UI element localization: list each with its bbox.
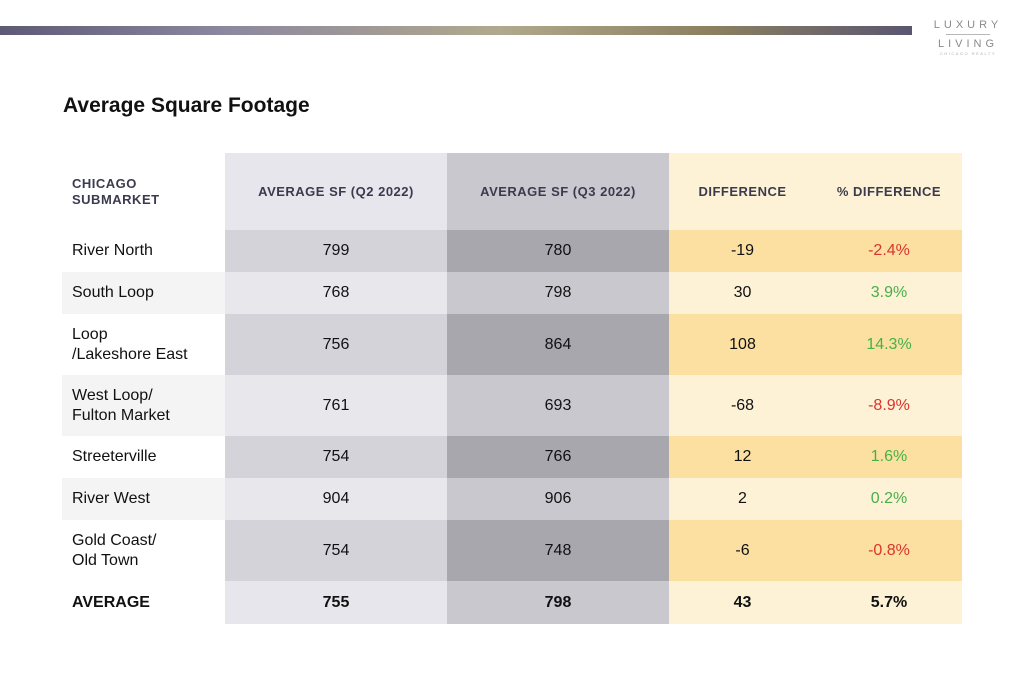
cell-pct-difference: 14.3% bbox=[816, 314, 962, 375]
cell-difference: -68 bbox=[669, 375, 816, 436]
table-row bbox=[62, 478, 962, 520]
brand-line-2: LIVING bbox=[937, 38, 999, 50]
header-difference: DIFFERENCE bbox=[669, 153, 816, 230]
cell-difference: 30 bbox=[669, 272, 816, 314]
header-submarket bbox=[62, 153, 225, 230]
header-q2: AVERAGE SF (Q2 2022) bbox=[225, 153, 447, 230]
cell-average-pct: 5.7% bbox=[816, 581, 962, 624]
cell-q2-sf: 904 bbox=[225, 478, 447, 520]
cell-submarket: River North bbox=[62, 230, 225, 272]
brand-divider bbox=[946, 34, 990, 35]
table-row bbox=[62, 520, 962, 581]
header-accent-bar bbox=[0, 26, 912, 35]
cell-q2-sf: 761 bbox=[225, 375, 447, 436]
cell-pct-difference: -0.8% bbox=[816, 520, 962, 581]
cell-pct-difference: 1.6% bbox=[816, 436, 962, 478]
table-row bbox=[62, 375, 962, 436]
table-header-row bbox=[62, 153, 962, 230]
cell-difference: 12 bbox=[669, 436, 816, 478]
cell-q3-sf: 864 bbox=[447, 314, 669, 375]
cell-submarket: South Loop bbox=[62, 272, 225, 314]
cell-pct-difference: 0.2% bbox=[816, 478, 962, 520]
brand-line-1: LUXURY bbox=[933, 19, 1003, 31]
cell-pct-difference: -2.4% bbox=[816, 230, 962, 272]
cell-q3-sf: 748 bbox=[447, 520, 669, 581]
cell-pct-difference: 3.9% bbox=[816, 272, 962, 314]
cell-average-label: AVERAGE bbox=[62, 581, 225, 624]
cell-submarket: Gold Coast/ Old Town bbox=[62, 520, 225, 581]
cell-q2-sf: 754 bbox=[225, 436, 447, 478]
cell-difference: 108 bbox=[669, 314, 816, 375]
cell-difference: 2 bbox=[669, 478, 816, 520]
cell-q3-sf: 766 bbox=[447, 436, 669, 478]
page-title: Average Square Footage bbox=[63, 94, 310, 117]
header-q3: AVERAGE SF (Q3 2022) bbox=[447, 153, 669, 230]
header-pct-difference: % DIFFERENCE bbox=[816, 153, 962, 230]
square-footage-table bbox=[62, 153, 962, 624]
cell-q2-sf: 768 bbox=[225, 272, 447, 314]
cell-average-q2: 755 bbox=[225, 581, 447, 624]
header-submarket-label: CHICAGO SUBMARKET bbox=[72, 175, 160, 207]
cell-q2-sf: 799 bbox=[225, 230, 447, 272]
table-row bbox=[62, 314, 962, 375]
cell-difference: -19 bbox=[669, 230, 816, 272]
cell-average-difference: 43 bbox=[669, 581, 816, 624]
brand-line-3: CHICAGO REALTY bbox=[939, 51, 997, 56]
cell-submarket: Loop /Lakeshore East bbox=[62, 314, 225, 375]
brand-logo bbox=[918, 19, 1018, 65]
table-row bbox=[62, 230, 962, 272]
cell-pct-difference: -8.9% bbox=[816, 375, 962, 436]
cell-submarket: Streeterville bbox=[62, 436, 225, 478]
cell-submarket: River West bbox=[62, 478, 225, 520]
cell-q2-sf: 754 bbox=[225, 520, 447, 581]
cell-q2-sf: 756 bbox=[225, 314, 447, 375]
table-row-average bbox=[62, 581, 962, 624]
cell-average-q3: 798 bbox=[447, 581, 669, 624]
cell-difference: -6 bbox=[669, 520, 816, 581]
cell-q3-sf: 906 bbox=[447, 478, 669, 520]
cell-q3-sf: 798 bbox=[447, 272, 669, 314]
cell-q3-sf: 693 bbox=[447, 375, 669, 436]
cell-submarket: West Loop/ Fulton Market bbox=[62, 375, 225, 436]
table-row bbox=[62, 272, 962, 314]
table-row bbox=[62, 436, 962, 478]
cell-q3-sf: 780 bbox=[447, 230, 669, 272]
